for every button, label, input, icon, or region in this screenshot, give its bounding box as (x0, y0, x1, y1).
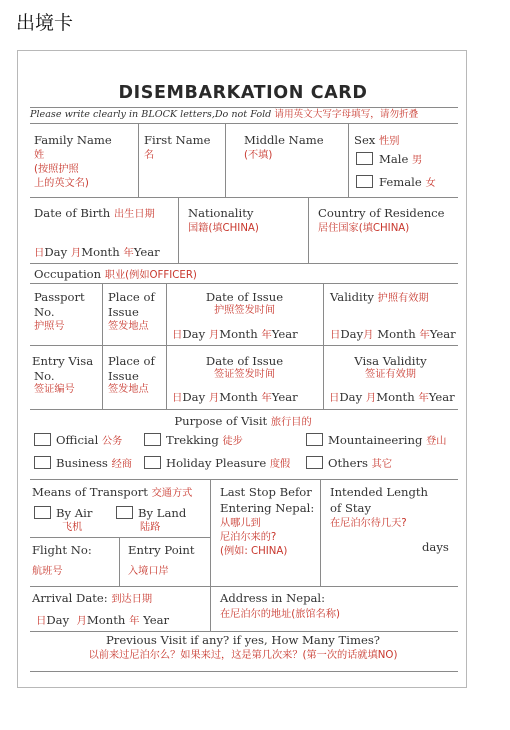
page-heading: 出境卡 (16, 12, 74, 34)
vrule-r4-c (323, 283, 324, 409)
visa-validity-label: Visa Validity (354, 354, 427, 368)
validity-cn: 护照有效期 (377, 293, 429, 304)
flight-no-label: Flight No: (32, 543, 92, 557)
dob-month-en: Month (81, 245, 120, 259)
entry-point-cn: 入境口岸 (128, 566, 169, 577)
passport-date-issue-format (172, 327, 298, 342)
occupation-en: Occupation (34, 267, 102, 281)
business-label (56, 456, 132, 472)
others-en: Others (328, 456, 368, 470)
female-cn: 女 (425, 178, 436, 189)
rule-row8 (30, 586, 458, 587)
vrule-r8-a (119, 537, 120, 586)
ad-day-cn: 日 (36, 615, 47, 627)
by-air-label: By Air (56, 506, 93, 520)
family-name-label: Family Name (34, 133, 112, 147)
visa-place-label-2: Issue (108, 369, 139, 383)
validity-label (330, 290, 429, 306)
by-air-checkbox[interactable] (34, 506, 51, 519)
vdi-year-en: Year (271, 390, 298, 404)
family-name-cn-1: 姓 (34, 150, 45, 161)
entry-point-label: Entry Point (128, 543, 195, 557)
male-cn: 男 (412, 155, 423, 166)
occupation-cn: 职业(例如OFFICER) (104, 270, 197, 281)
female-label (379, 175, 436, 191)
ad-year-en: Year (143, 613, 170, 627)
dob-day-en: Day (44, 245, 68, 259)
official-label (56, 433, 122, 449)
passport-label-1: Passport (34, 290, 85, 304)
place-of-issue-label-1: Place of (108, 290, 155, 304)
occupation-label (34, 267, 197, 283)
sex-en: Sex (354, 133, 376, 147)
by-land-checkbox[interactable] (116, 506, 133, 519)
disembarkation-card (17, 50, 467, 688)
rule-under-title (30, 107, 458, 108)
trekking-cn: 徒步 (222, 436, 243, 447)
pdi-year-cn: 年 (261, 329, 272, 341)
mountaineering-en: Mountaineering (328, 433, 423, 447)
passport-date-issue-cn: 护照签发时间 (213, 305, 276, 316)
arrival-date-format (36, 613, 169, 628)
passport-date-issue-label: Date of Issue (205, 290, 284, 304)
nationality-label: Nationality (188, 206, 254, 220)
flight-no-cn: 航班号 (32, 566, 63, 577)
purpose-cn: 旅行目的 (270, 417, 312, 428)
vv-year-en: Year (428, 390, 455, 404)
last-stop-label-1: Last Stop Befor (220, 485, 312, 499)
vdi-month-cn: 月 (208, 392, 220, 404)
address-cn: 在尼泊尔的地址(旅馆名称) (220, 609, 341, 620)
passport-cn: 护照号 (34, 321, 65, 332)
val-day-cn: 日 (330, 329, 341, 341)
transport-en: Means of Transport (32, 485, 148, 499)
val-month-en: Month (377, 327, 416, 341)
official-en: Official (56, 433, 99, 447)
entry-visa-label-2: No. (34, 369, 55, 383)
by-land-cn: 陆路 (140, 522, 161, 533)
entry-visa-cn: 签证编号 (34, 384, 75, 395)
rule-row4 (30, 345, 458, 346)
vv-month-en: Month (376, 390, 415, 404)
vrule-r1-c (348, 123, 349, 197)
ad-month-en: Month (86, 613, 126, 627)
last-stop-cn-3: (例如: CHINA) (220, 546, 288, 557)
first-name-cn: 名 (144, 150, 155, 161)
pdi-day-en: Day (182, 327, 206, 341)
card-instruction (30, 109, 460, 121)
purpose-label (18, 414, 468, 430)
family-name-cn-2: (按照护照 (34, 164, 79, 175)
male-en: Male (379, 152, 409, 166)
pdi-day-cn: 日 (172, 329, 183, 341)
vdi-year-cn: 年 (261, 392, 272, 404)
vrule-r4-a (102, 283, 103, 409)
validity-format (330, 327, 456, 342)
visa-date-issue-cn: 签证签发时间 (213, 369, 276, 380)
val-year-en: Year (429, 327, 456, 341)
visa-date-issue-label: Date of Issue (205, 354, 284, 368)
val-year-cn: 年 (419, 329, 430, 341)
previous-visit-cn: 以前来过尼泊尔么？如果来过，这是第几次来？(第一次的话就填NO) (88, 650, 398, 661)
vrule-r1-b (225, 123, 226, 197)
instruction-cn: 请用英文大写字母填写，请勿折叠 (274, 109, 419, 120)
official-cn: 公务 (101, 436, 123, 447)
last-stop-cn-1: 从哪儿到 (220, 518, 261, 529)
rule-bottom (30, 671, 458, 672)
val-day-en: Day (340, 327, 364, 341)
ad-day-en: Day (46, 613, 70, 627)
visa-place-cn: 签发地点 (108, 384, 149, 395)
vrule-r7-a (210, 479, 211, 631)
female-checkbox[interactable] (356, 175, 373, 188)
dob-day-cn: 日 (34, 247, 45, 259)
arrival-date-en: Arrival Date: (32, 591, 108, 605)
place-of-issue-label-2: Issue (108, 305, 139, 319)
middle-name-cn: (不填) (244, 150, 273, 161)
nationality-cn: 国籍(填CHINA) (188, 223, 259, 234)
holiday-checkbox[interactable] (144, 456, 161, 469)
business-cn: 经商 (111, 459, 132, 470)
vdi-month-en: Month (219, 390, 258, 404)
dob-year-en: Year (133, 245, 160, 259)
rule-row1 (30, 197, 458, 198)
instruction-en: Please write clearly in BLOCK letters,Do not Fold (30, 109, 272, 120)
male-checkbox[interactable] (356, 152, 373, 165)
visa-date-issue-format (172, 390, 298, 405)
rule-row2 (30, 263, 458, 264)
arrival-date-label (32, 591, 152, 607)
previous-visit-label: Previous Visit if any? if yes, How Many Times? (106, 633, 380, 647)
transport-label (32, 485, 192, 501)
official-checkbox[interactable] (34, 433, 51, 446)
male-label (379, 152, 422, 168)
ad-month-cn: 月 (76, 615, 87, 627)
last-stop-cn-2: 尼泊尔来的? (220, 532, 277, 543)
vv-month-cn: 月 (365, 392, 377, 404)
rule-row9 (30, 631, 458, 632)
rule-under-instruction (30, 123, 458, 124)
vdi-day-en: Day (182, 390, 206, 404)
val-month-cn: 月 (363, 329, 374, 341)
holiday-cn: 度假 (269, 459, 291, 470)
dob-cn: 出生日期 (113, 209, 155, 220)
pdi-year-en: Year (271, 327, 298, 341)
pdi-month-en: Month (219, 327, 258, 341)
passport-label-2: No. (34, 305, 55, 319)
visa-validity-format (329, 390, 455, 405)
others-checkbox[interactable] (306, 456, 323, 469)
residence-cn: 居住国家(填CHINA) (318, 223, 410, 234)
vv-day-cn: 日 (329, 392, 340, 404)
vdi-day-cn: 日 (172, 392, 183, 404)
vrule-r1-a (138, 123, 139, 197)
dob-year-cn: 年 (123, 247, 134, 259)
business-checkbox[interactable] (34, 456, 51, 469)
others-label (328, 456, 392, 472)
vrule-r2-b (308, 197, 309, 263)
ad-year-cn: 年 (129, 615, 140, 627)
by-land-label: By Land (138, 506, 187, 520)
holiday-label (166, 456, 290, 472)
intended-stay-label-1: Intended Length (330, 485, 428, 499)
rule-row7 (30, 537, 210, 538)
rule-row3 (30, 283, 458, 284)
dob-month-cn: 月 (70, 247, 82, 259)
vv-day-en: Day (339, 390, 363, 404)
rule-row6 (30, 479, 458, 480)
sex-cn: 性别 (379, 136, 400, 147)
place-of-issue-cn: 签发地点 (108, 321, 149, 332)
sex-label (354, 133, 399, 149)
transport-cn: 交通方式 (151, 488, 193, 499)
pdi-month-cn: 月 (208, 329, 220, 341)
card-title: DISEMBARKATION CARD (118, 83, 368, 103)
purpose-en: Purpose of Visit (174, 414, 268, 428)
by-air-cn: 飞机 (62, 522, 83, 533)
intended-stay-cn: 在尼泊尔待几天? (330, 518, 407, 529)
first-name-label: First Name (144, 133, 211, 147)
visa-place-label-1: Place of (108, 354, 155, 368)
dob-label (34, 206, 155, 222)
intended-stay-label-2: of Stay (330, 501, 372, 515)
intended-stay-days: days (422, 540, 449, 554)
mountaineering-checkbox[interactable] (306, 433, 323, 446)
mountaineering-label (328, 433, 446, 449)
validity-en: Validity (330, 290, 374, 304)
visa-validity-cn: 签证有效期 (365, 369, 416, 380)
last-stop-label-2: Entering Nepal: (220, 501, 315, 515)
female-en: Female (379, 175, 422, 189)
vrule-r2-a (178, 197, 179, 263)
trekking-en: Trekking (166, 433, 219, 447)
trekking-label (166, 433, 243, 449)
others-cn: 其它 (371, 459, 393, 470)
mountaineering-cn: 登山 (426, 436, 447, 447)
entry-visa-label-1: Entry Visa (32, 354, 94, 368)
rule-row5 (30, 409, 458, 410)
middle-name-label: Middle Name (244, 133, 324, 147)
business-en: Business (56, 456, 108, 470)
vv-year-cn: 年 (418, 392, 429, 404)
arrival-date-cn: 到达日期 (111, 594, 153, 605)
holiday-en: Holiday Pleasure (166, 456, 267, 470)
family-name-cn-3: 上的英文名) (34, 178, 89, 189)
residence-label: Country of Residence (318, 206, 445, 220)
dob-format (34, 245, 160, 260)
dob-en: Date of Birth (34, 206, 111, 220)
vrule-r7-b (320, 479, 321, 586)
address-label: Address in Nepal: (220, 591, 326, 605)
trekking-checkbox[interactable] (144, 433, 161, 446)
